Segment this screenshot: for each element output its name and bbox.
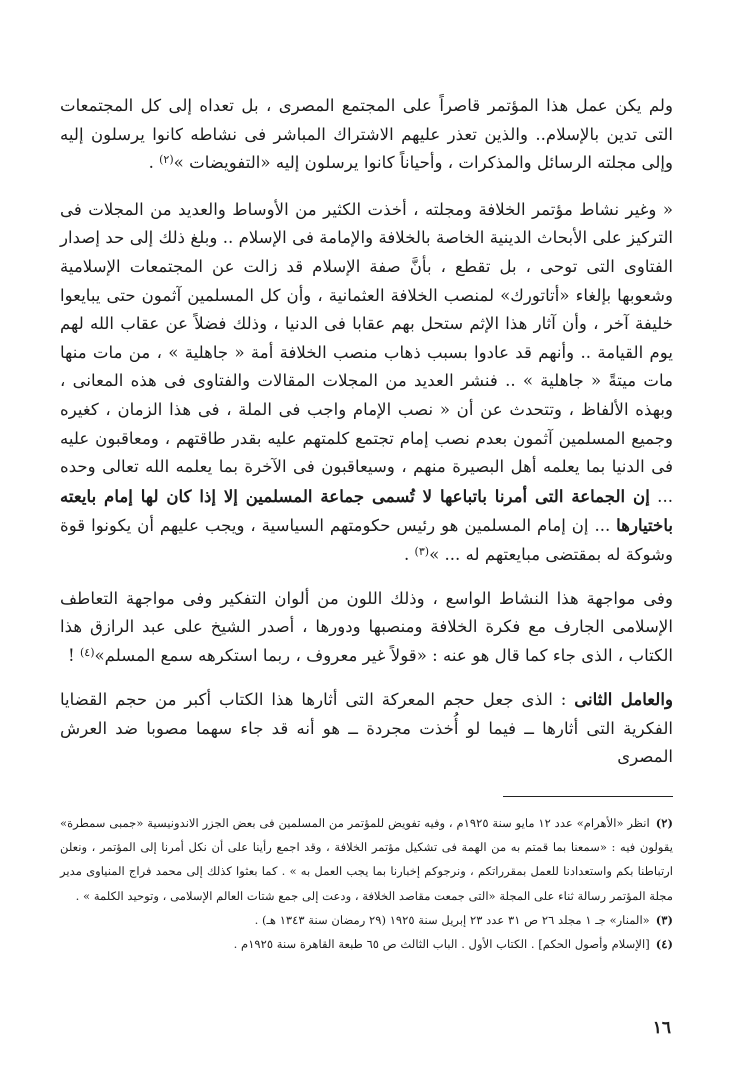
footnote-text: انظر «الأهرام» عدد ١٢ مايو سنة ١٩٢٥م ، وفيه تفويض للمؤتمر من المسلمين فى بعض الجزر الاندونيسية «جمبى سمطرة» يقولون فيه : «سمعنا بما قمتم به من الهمة فى تشكيل مؤتمر الخلافة ، وقد اجمع رأينا على أن نكل أمرنا إلى المؤتمر ، ونعلن ارتباطنا بكم واستعدادنا للعمل بمقرراتكم ، ونرجوكم إخبارنا بما يجب العمل به » . كما بعثوا كذلك إلى محمد فراج المنياوى مدير مجلة المؤتمر رسالة ثناء على المجلة «التى جمعت مقاصد الخلافة ، ودعت إلى جمع شتات العالم الإسلامى ، وتوحيد الكلمة » .: [60, 816, 673, 903]
paragraph-2-rest: ... إن إمام المسلمين هو رئيس حكومتهم السياسية ، ويجب عليهم أن يكونوا قوة وشوكة له بمقتضى مبايعتهم له ... »: [60, 516, 673, 564]
footnote-number: (٣): [655, 912, 673, 927]
footnotes: [60, 811, 673, 956]
footnote-ref-2: (٢): [159, 153, 174, 167]
footnote-number: (٢): [655, 816, 673, 831]
main-text: [60, 92, 673, 772]
paragraph-4-bold: والعامل الثانى: [574, 689, 673, 710]
paragraph-4-text: : الذى جعل حجم المعركة التى أثارها هذا الكتاب أكبر من حجم القضايا الفكرية التى أثارها ــ فيما لو أُخذت مجردة ــ هو أنه قد جاء سهما مصوبا ضد العرش المصرى: [60, 690, 673, 767]
footnote-ref-4: (٤): [79, 645, 95, 659]
paragraph-2-tail: .: [403, 544, 415, 564]
paragraph-2-text: « وغير نشاط مؤتمر الخلافة ومجلته ، أخذت الكثير من الأوساط والعديد من المجلات فى التركيز على الأبحاث الدينية الخاصة بالخلافة والإمامة فى الإسلام .. وبلغ ذلك إلى حد إصدار الفتاوى التى توحى ، بل تقطع ، بأنَّ صفة الإسلام قد زالت عن المجتمعات الإسلامية وشعوبها بإلغاء «أتاتورك» لمنصب الخلافة العثمانية ، وأن كل المسلمين آثمون حتى يبايعوا خليفة آخر ، وأن آثار هذا الإثم ستحل بهم عقابا فى الدنيا ، وذلك فضلاً عن عقاب الله لهم يوم القيامة .. وأنهم قد عادوا بسبب ذهاب منصب الخلافة أمة « جاهلية » ، من مات منها مات ميتةً « جاهلية » .. فنشر العديد من المجلات المقالات والفتاوى فى هذه المعانى ، وبهذه الألفاظ ، وتتحدث عن أن « نصب الإمام واجب فى الملة ، فى هذا الزمان ، كغيره وجميع المسلمين آثمون بعدم نصب إمام تجتمع كلمتهم عليه بقدر طاقتهم ، ومعاقبون عليه فى الدنيا بما يعلمه أهل البصيرة منهم ، وسيعاقبون فى الآخرة بما يعلمه الله تعالى وحده ...: [60, 199, 673, 506]
footnote-text: «المنار» جـ ١ مجلد ٢٦ ص ٣١ عدد ٢٣ إبريل سنة ١٩٢٥ (٢٩ رمضان سنة ١٣٤٣ هـ) .: [254, 912, 650, 927]
footnote-4: [60, 932, 673, 956]
page-number: ١٦: [652, 1018, 671, 1038]
paragraph-1-tail: .: [148, 153, 160, 173]
paragraph-2-bold: إن الجماعة التى أمرنا باتباعها لا تُسمى جماعة المسلمين إلا إذا كان لها إمام بايعته باختيارها: [60, 485, 673, 536]
paragraph-3-text: وفى مواجهة هذا النشاط الواسع ، وذلك اللون من ألوان التفكير وفى مواجهة التعاطف الإسلامى الجارف مع فكرة الخلافة ومنصبها ودورها ، أصدر الشيخ على عبد الرازق هذا الكتاب ، الذى جاء كما قال هو عنه : «قولاً غير معروف ، ربما استكرهه سمع المسلم»: [60, 588, 673, 665]
footnote-separator: [503, 796, 673, 797]
paragraph-3: [60, 585, 673, 673]
footnote-text: [الإسلام وأصول الحكم] . الكتاب الأول . الباب الثالث ص ٦٥ طبعة القاهرة سنة ١٩٢٥م .: [233, 937, 650, 952]
paragraph-1-text: ولم يكن عمل هذا المؤتمر قاصراً على المجتمع المصرى ، بل تعداه إلى كل المجتمعات التى تدين بالإسلام.. والذين تعذر عليهم الاشتراك المباشر فى نشاطه كانوا يرسلون إليه وإلى مجلته الرسائل والمذكرات ، وأحياناً كانوا يرسلون إليه «التفويضات »: [60, 96, 673, 173]
footnote-2: [60, 811, 673, 908]
footnote-3: [60, 908, 673, 932]
paragraph-4: [60, 685, 673, 772]
footnote-number: (٤): [655, 937, 673, 952]
paragraph-3-tail: !: [68, 645, 80, 665]
paragraph-1: [60, 92, 673, 180]
footnote-ref-3: (٣): [414, 544, 430, 558]
paragraph-2: [60, 196, 673, 572]
